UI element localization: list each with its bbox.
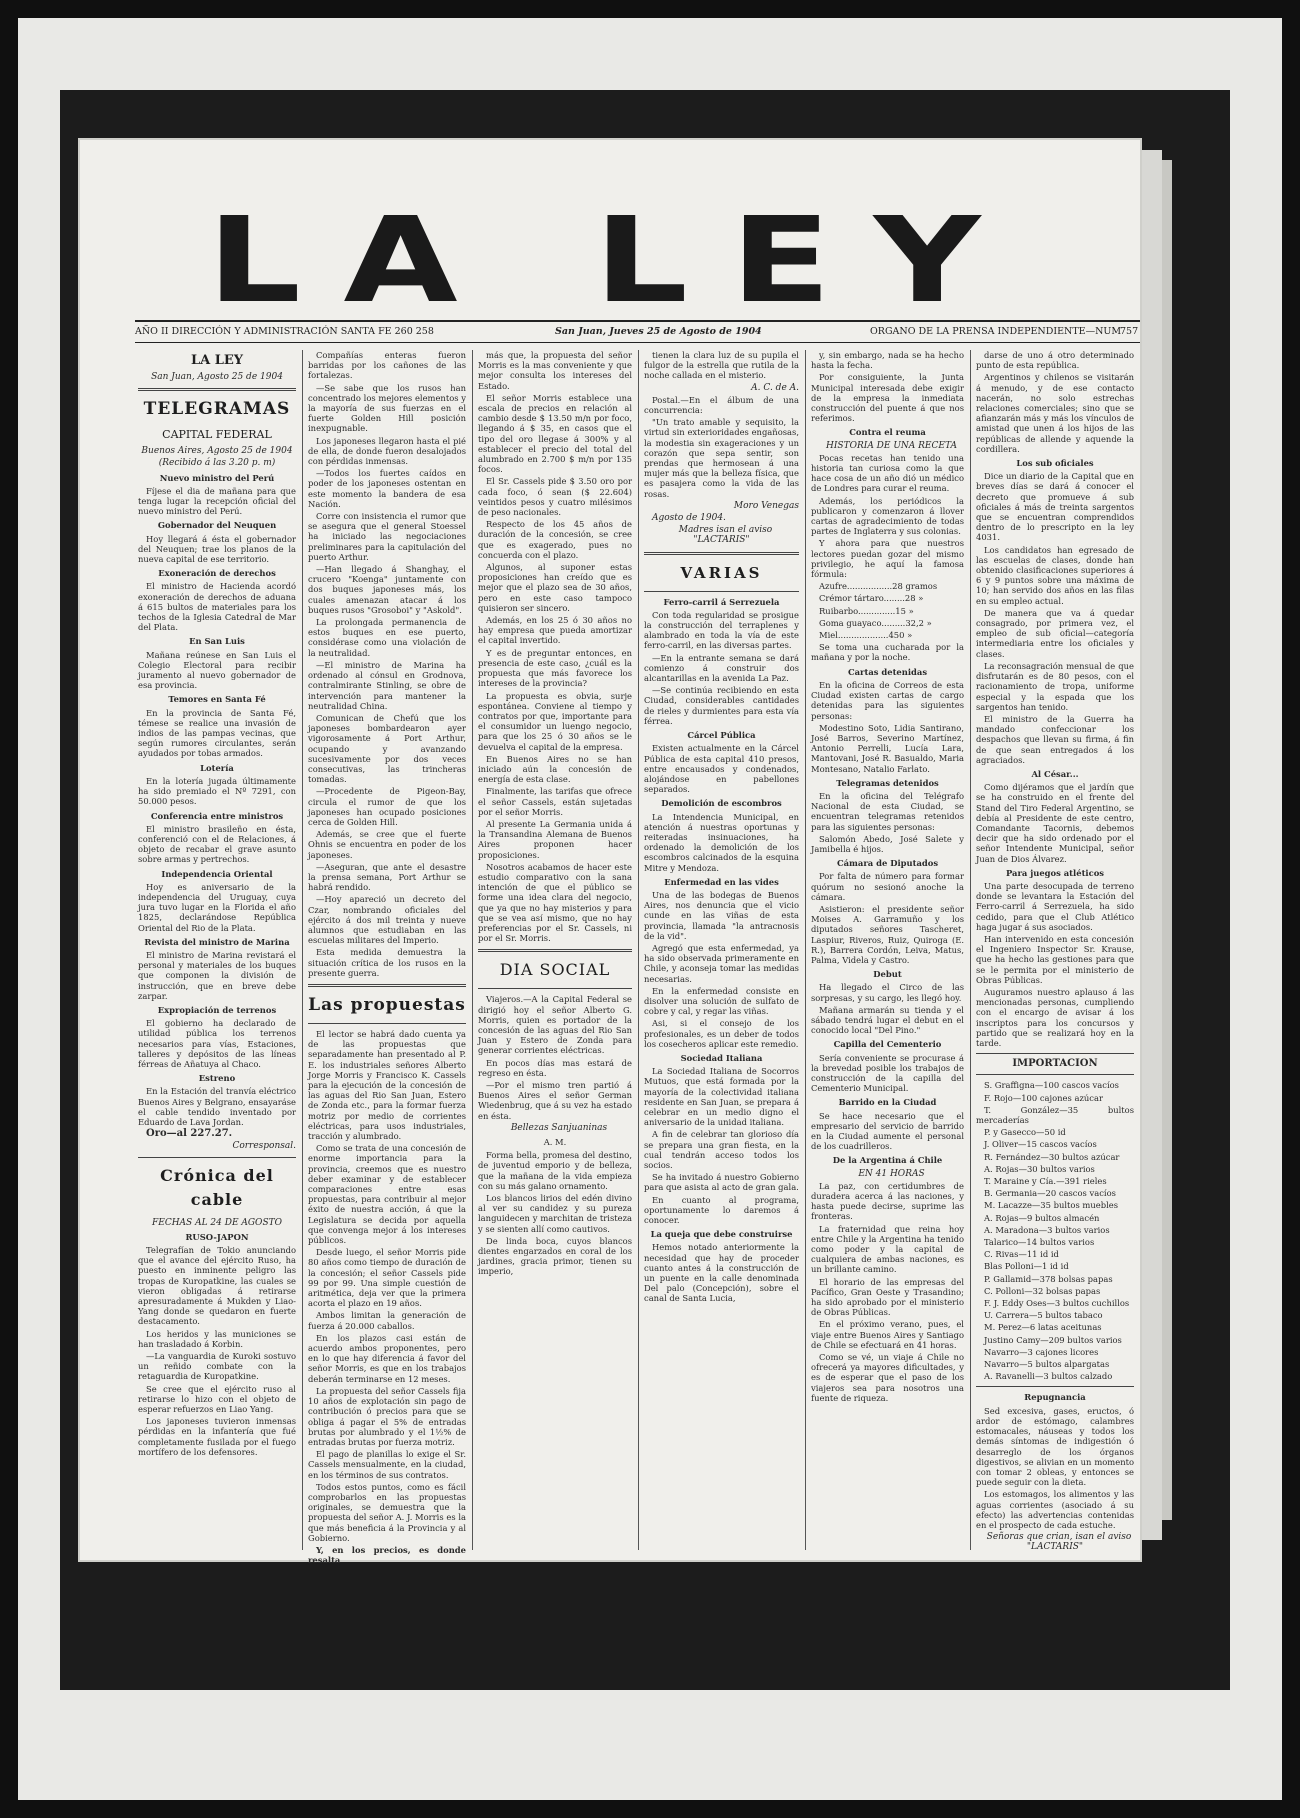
importacion-item: T. Maraine y Cía.—391 rieles	[984, 1176, 1107, 1187]
column-5	[811, 350, 964, 1550]
news-paragraph: El señor Morris establece una escala de precios en relación al cambio desde $ 13.50 m/n por foco, llegando á $ 35, en casos que el tipo del oro llegase á 300% y al establecer el precio del total del alumbrado en 2.700 $ m/n por 135 focos.	[478, 392, 632, 475]
news-paragraph: La Sociedad Italiana de Socorros Mutuos, que está formada por la mayoría de la colectividad italiana residente en San Juan, se prepara á celebrar en un medio digno el aniversario de la unidad italiana.	[644, 1066, 799, 1128]
telegram-place: Buenos Aires, Agosto 25 de 1904	[141, 446, 293, 457]
masthead-title: LA LEY	[206, 191, 1024, 329]
news-heading: De la Argentina á Chile	[832, 1155, 943, 1166]
news-paragraph: Comunican de Chefú que los japoneses bombardearon ayer vigorosamente á Port Arthur, ocupando y avanzando sucesivamente por dos veces consecutivas, las trincheras tomadas.	[308, 712, 466, 785]
news-paragraph: Mañana reúnese en San Luis el Colegio Electoral para recibir juramento al nuevo gobernador de esa provincia.	[138, 649, 296, 691]
news-heading: Los sub oficiales	[1016, 458, 1094, 469]
news-paragraph: Además, se cree que el fuerte Ohnis se encuentra en poder de los japoneses.	[308, 829, 466, 860]
news-paragraph: "Un trato amable y sequisito, la virtud sin exterioridades engañosas, la modestia sin exageraciones y un corazón que sepa sentir, son prendas que hermosean á una mujer más que la belleza física, que es pasajera como la vida de las rosas.	[644, 417, 799, 499]
news-paragraph: —La vanguardia de Kuroki sostuvo un reñido combate con la retaguardia de Kuropatkine.	[138, 1351, 296, 1382]
news-paragraph: La prolongada permanencia de estos buques en ese puerto, considérase como una violación de la neutralidad.	[308, 617, 466, 658]
news-heading: Para juegos atléticos	[1005, 867, 1105, 878]
news-paragraph: Agregó que esta enfermedad, ya ha sido observada primeramente en Chile, y aconseja tomar las medidas necesarias.	[644, 942, 799, 984]
news-paragraph: El pago de planillas lo exige el Sr. Cassels mensualmente, en la ciudad, en los términos de sus contratos.	[308, 1449, 466, 1480]
news-paragraph: En la provincia de Santa Fé, témese se realice una invasión de indios de las pampas vecinas, que según rumores circulantes, serán ayudados por tobas armados.	[138, 707, 296, 759]
news-heading: Debut	[873, 969, 902, 980]
news-paragraph: Nosotros acabamos de hacer este estudio comparativo con la sana intención de que el público se forme una idea clara del negocio, que ya que no hay misterios y para que se vea así mismo, que no hay preferencias por el Sr. Cassels, ni por el Sr. Morris.	[478, 861, 632, 944]
news-paragraph: Telegrafían de Tokio anunciando que el avance del ejército Ruso, ha puesto en inminente peligro las tropas de Kuropatkine, las cuales se vieron obligadas á retirarse apresuradamente á Mukden y Liao-Yang donde se quedaron en fuerte destacamento.	[138, 1245, 296, 1327]
news-heading: Capilla del Cementerio	[833, 1039, 942, 1050]
importacion-item: A. Rojas—9 bultos almacén	[984, 1212, 1100, 1223]
scan-border-bottom	[0, 1800, 1300, 1818]
importacion-item: F. Rojo—100 cajones azúcar	[984, 1092, 1103, 1103]
capital-federal-heading: CAPITAL FEDERAL	[162, 428, 272, 442]
page-stack-edge-2	[1162, 160, 1172, 1520]
column-4	[644, 350, 799, 1550]
recipe-line: Goma guayaco.........32,2 »	[819, 617, 932, 628]
propuestas-heading: Las propuestas	[308, 994, 466, 1015]
importacion-heading: IMPORTACION	[1012, 1058, 1098, 1070]
divider	[478, 988, 632, 989]
news-paragraph: En pocos días mas estará de regreso en ésta.	[478, 1057, 632, 1078]
news-heading: RUSO-JAPON	[185, 1231, 249, 1242]
news-paragraph: La paz, con certidumbres de duradera acerca á las naciones, y hasta puede decirse, suprime las fronteras.	[811, 1180, 964, 1222]
importacion-item: F. J. Eddy Oses—3 bultos cuchillos	[984, 1298, 1130, 1309]
news-paragraph: El gobierno ha declarado de utilidad pública los terrenos necesarios para vías, Estaciones, talleres y depósitos de las líneas férreas de Añatuya al Chaco.	[138, 1018, 296, 1069]
recipe-line: Miel...................450 »	[819, 630, 913, 641]
news-paragraph: Una parte desocupada de terreno donde se levantara la Estación del Ferro-carril á Serrezuela, ha sido cedido, para que el Club Atlético haga jugar á sus asociados.	[976, 880, 1134, 932]
poem-stanza: De linda boca, cuyos blancos dientes engarzados en coral de los jardines, gracia primor, tienen su imperio,	[478, 1235, 632, 1277]
news-paragraph: El ministro de Hacienda acordó exoneración de derechos de aduana á 615 bultos de materiales para los techos de la Iglesia Catedral de Mar del Plata.	[138, 581, 296, 633]
news-heading: Estreno	[198, 1073, 236, 1084]
importacion-list	[976, 1080, 1134, 1381]
divider	[138, 1157, 296, 1158]
importacion-item: A. Ravanelli—3 bultos calzado	[984, 1371, 1113, 1382]
importacion-item: A. Maradona—3 bultos varios	[984, 1224, 1110, 1235]
column-separator	[805, 350, 806, 1550]
news-paragraph: Se cree que el ejército ruso al retirarse lo hizo con el objeto de esperar refuerzos en Liao Yang.	[138, 1383, 296, 1415]
news-paragraph: En cuanto al programa, oportunamente lo daremos á conocer.	[644, 1194, 799, 1226]
divider	[308, 1023, 466, 1024]
news-paragraph: Asistieron: el presidente señor Moises A. Garramuño y los diputados señores Tascheret, Laspiur, Riveros, Ruiz, Quiroga (E. R.), Barrera Cordón, Leiva, Matus, Palma, Videla y Castro.	[811, 903, 964, 965]
info-number: 757	[1120, 326, 1139, 337]
news-heading: La queja que debe construirse	[650, 1229, 793, 1240]
news-paragraph: Todos estos puntos, como es fácil comprobarlos en las propuestas originales, se demuestra que la propuesta del señor A. J. Morris es la que más beneficia á la Provincia y al Gobierno.	[308, 1481, 466, 1543]
news-heading: Enfermedad en las vides	[664, 876, 779, 887]
news-paragraph: —Han llegado á Shanghay, el crucero "Koenga" juntamente con dos buques japoneses más, los cuales amenazan atacar á los buques rusos "Grosoboi" y "Askold".	[308, 564, 466, 615]
gold-rate: Oro—al 227.27.	[146, 1128, 233, 1140]
news-paragraph: Asi, si el consejo de los profesionales, es un deber de todos los cosecheros aplicar este remedio.	[644, 1018, 799, 1049]
importacion-item: B. Germania—20 cascos vacíos	[984, 1188, 1116, 1199]
news-heading: Gobernador del Neuquen	[157, 520, 277, 531]
news-paragraph: Los estomagos, los alimentos y las aguas corrientes (asociado á su efecto) las advertencias contenidas en el prospecto de cada estuche.	[976, 1489, 1134, 1530]
telegramas-heading: TELEGRAMAS	[143, 399, 291, 420]
news-paragraph: Corre con insistencia el rumor que se asegura que el general Stoessel ha iniciado las negociaciones preliminares para la capitulación del puerto Arthur.	[308, 511, 466, 562]
news-heading: En San Luis	[189, 636, 245, 647]
news-paragraph: Por falta de número para formar quórum no sesionó anoche la cámara.	[811, 871, 964, 902]
news-subheading: HISTORIA DE UNA RECETA	[826, 440, 957, 451]
news-paragraph: En la lotería jugada últimamente ha sido premiado el Nº 7291, con 50.000 pesos.	[138, 775, 296, 807]
news-heading: Conferencia entre ministros	[150, 810, 284, 821]
news-paragraph: Hemos notado anteriormente la necesidad que hay de proceder cuanto antes á la construcción de un puente en la calle denominada Del palo (Concepción), sobre el canal de Santa Lucia,	[644, 1242, 799, 1304]
news-heading: Lotería	[200, 762, 234, 773]
news-paragraph: Por consiguiente, la Junta Municipal interesada debe exigir de la empresa la inmediata construcción del puente á que nos referimos.	[811, 372, 964, 424]
news-heading: Independencia Oriental	[161, 868, 273, 879]
varias-heading: VARIAS	[680, 563, 763, 582]
importacion-item: M. Perez—6 latas aceitunas	[984, 1322, 1102, 1333]
poem-author: A. M.	[543, 1137, 567, 1148]
news-paragraph: Los heridos y las municiones se han trasladado á Korbin.	[138, 1328, 296, 1349]
lactaris-ad: Señoras que crian, isan el aviso "LACTARIS"	[986, 1532, 1132, 1553]
column-3	[478, 350, 632, 1550]
scan-border-left	[0, 0, 18, 1818]
postal-sign: Moro Venegas	[733, 500, 799, 511]
dia-social-heading: DIA SOCIAL	[499, 960, 611, 980]
news-heading: Barrido en la Ciudad	[838, 1097, 937, 1108]
column-separator	[302, 350, 303, 1550]
importacion-item: Justino Camy—209 bultos varios	[984, 1334, 1122, 1345]
divider	[138, 388, 296, 391]
news-paragraph: Además, los periódicos la publicaron y comenzaron á llover cartas de agradecimiento de todas partes de Inglaterra y sus colonias.	[811, 495, 964, 537]
news-heading: Expropiación de terrenos	[157, 1004, 277, 1015]
importacion-item: P. Gallamid—378 bolsas papas	[984, 1273, 1113, 1284]
news-paragraph: —Todos los fuertes caídos en poder de los japoneses ostentan en este momento la bandera de esa Nación.	[308, 468, 466, 509]
importacion-item: C. Polloni—32 bolsas papas	[984, 1285, 1101, 1296]
divider	[308, 984, 466, 987]
poem-stanza: tienen la clara luz de su pupila el fulgor de la estrella que rutila de la noche callada en el misterio.	[644, 350, 799, 381]
newspaper-page	[80, 140, 1140, 1566]
info-left: AÑO II DIRECCIÓN Y ADMINISTRACIÓN SANTA FE 260 258	[135, 326, 434, 337]
news-paragraph: Respecto de los 45 años de duración de la concesión, se cree que es exagerado, pues no concuerda con el plazo.	[478, 519, 632, 560]
news-heading: Al César...	[1031, 768, 1079, 779]
importacion-item: C. Rivas—11 id id	[984, 1249, 1059, 1260]
news-paragraph: Como se trata de una concesión de enorme importancia para la provincia, creemos que es nuestro deber examinar y de establecer comparaciones entre esas propuestas, para contribuir al mejor éxito de nuestra acción, á que la Legislatura se decida por aquella que convenga mejor á los intereses públicos.	[308, 1143, 466, 1246]
news-paragraph: Ambos limitan la generación de fuerza á 20.000 caballos.	[308, 1310, 466, 1331]
news-paragraph: Algunos, al suponer estas proposiciones han creído que es mejor que el plazo sea de 30 años, pero en este caso tampoco quisieron ser sincero.	[478, 562, 632, 613]
importacion-item: A. Rojas—30 bultos varios	[984, 1163, 1095, 1174]
news-paragraph: —Procedente de Pigeon-Bay, circula el rumor de que los japoneses han ocupado posiciones cerca de Golden Hill.	[308, 786, 466, 827]
news-paragraph: Hoy llegará á ésta el gobernador del Neuquen; trae los planos de la nueva capital de ese territorio.	[138, 533, 296, 565]
news-paragraph: A fin de celebrar tan glorioso día se prepara una gran fiesta, en la cual tendrán acceso todos los socios.	[644, 1129, 799, 1171]
news-paragraph: Postal.—En el álbum de una concurrencia:	[644, 394, 799, 416]
importacion-item: M. Lacazze—35 bultos muebles	[984, 1200, 1118, 1211]
news-paragraph: Existen actualmente en la Cárcel Pública de esta capital 410 presos, entre encausados y condenados, alojándose en pabellones separados.	[644, 743, 799, 795]
news-paragraph: Como dijéramos que el jardín que se ha construido en el frente del Stand del Tiro Federal Argentino, se debía al Presidente de este centro, Comandante Tacornis, debemos decir que ha sido ordenado por el señor Intendente Municipal, señor Juan de Dios Álvarez.	[976, 782, 1134, 864]
news-paragraph: —Aseguran, que ante el desastre la prensa semana, Port Arthur se habrá rendido.	[308, 861, 466, 893]
cronica-dates: FECHAS AL 24 DE AGOSTO	[152, 1217, 282, 1228]
news-paragraph: Al presente La Germania unida á la Transandina Alemana de Buenos Aires proponen hacer proposiciones.	[478, 818, 632, 860]
news-paragraph: —En la entrante semana se dará comienzo á construir dos alcantarillas en la avenida La Paz.	[644, 652, 799, 684]
importacion-item: J. Oliver—15 cascos vacíos	[984, 1139, 1097, 1150]
news-paragraph: Auguramos nuestro aplauso á las mencionadas personas, cumpliendo con el encargo de avisar á los inscriptos para los concursos y partido que se realizará hoy en la tarde.	[976, 986, 1134, 1048]
news-paragraph: Los japoneses tuvieron inmensas pérdidas en la infantería que fué completamente fusilada por el fuego mortífero de los defensores.	[138, 1416, 296, 1457]
news-heading: Telegramas detenidos	[836, 777, 939, 788]
news-heading: Contra el reuma	[849, 427, 926, 438]
news-paragraph: En el próximo verano, pues, el viaje entre Buenos Aires y Santiago de Chile se efectuará en 41 horas.	[811, 1319, 964, 1350]
news-paragraph: —Se sabe que los rusos han concentrado los mejores elementos y la mayoría de sus fuerzas en el fuerte Golden Hill posición inexpugnable.	[308, 382, 466, 434]
news-heading: Sociedad Italiana	[680, 1052, 763, 1063]
news-paragraph: Compañías enteras fueron barridas por los cañones de las fortalezas.	[308, 350, 466, 381]
news-heading: Temores en Santa Fé	[168, 694, 266, 705]
news-paragraph: Los japoneses llegaron hasta el pié de ella, de donde fueron desalojados con pérdidas inmensas.	[308, 435, 466, 467]
column-6	[976, 350, 1134, 1553]
news-paragraph: Con toda regularidad se prosigue la construcción del terraplenes y alambrado en toda la vía de este ferro-carril, en las diversas partes.	[644, 609, 799, 651]
news-paragraph: Dice un diario de la Capital que en breves días se dará á conocer el decreto que promueve á sub oficiales á más de treinta sargentos que se encuentran comprendidos dentro de lo prescripto en la ley 4031.	[976, 471, 1134, 543]
news-paragraph: darse de uno á otro determinado punto de esta república.	[976, 350, 1134, 371]
importacion-item: U. Carrera—5 bultos tabaco	[984, 1310, 1103, 1321]
news-paragraph: Y ahora para que nuestros lectores puedan gozar del mismo privilegio, he aquí la famosa fórmula:	[811, 538, 964, 580]
info-right: ORGANO DE LA PRENSA INDEPENDIENTE—NUM	[870, 326, 1122, 337]
news-heading: Ferro-carril á Serrezuela	[663, 596, 780, 607]
news-paragraph: Sería conveniente se procurase á la brevedad posible los trabajos de construcción de la capilla del Cementerio Municipal.	[811, 1052, 964, 1094]
bellezas-heading: Bellezas Sanjuaninas	[510, 1122, 608, 1133]
importacion-item: Navarro—5 bultos alpargatas	[984, 1359, 1110, 1370]
news-paragraph: Y es de preguntar entonces, en presencia de este caso, ¿cuál es la propuesta que más favorece los intereses de la provincia?	[478, 647, 632, 689]
news-paragraph: Modestino Soto, Lidia Santirano, José Barros, Severino Martínez, Antonio Perrelli, Lucía Lara, Mantovani, José R. Basualdo, Maria Montesano, Natalio Farlato.	[811, 722, 964, 774]
news-paragraph: Los candidatos han egresado de las escuelas de clases, donde han obtenido clasificaciones superiores á 6 y 9 puntos sobre una máxima de 10; han servido dos años en las filas en su empleo actual.	[976, 544, 1134, 606]
page-stack-edge	[1140, 150, 1162, 1540]
news-paragraph: —Hoy apareció un decreto del Czar, nombrando oficiales del ejército á dos mil treinta y nueve alumnos que estudiaban en las escuelas militares del Imperio.	[308, 894, 466, 946]
news-paragraph: Ha llegado el Circo de las sorpresas, y su cargo, les llegó hoy.	[811, 982, 964, 1003]
column-separator	[970, 350, 971, 1550]
news-paragraph: Además, en los 25 ó 30 años no hay empresa que pueda amortizar el capital invertido.	[478, 615, 632, 646]
news-paragraph: Salomón Abedo, José Salete y Jamibella é hijos.	[811, 833, 964, 854]
news-paragraph: y, sin embargo, nada se ha hecho hasta la fecha.	[811, 350, 964, 371]
news-paragraph: Se hace necesario que el empresario del servicio de barrido en la Ciudad aumente el personal de los cuadrilleros.	[811, 1110, 964, 1152]
news-paragraph: Desde luego, el señor Morris pide 80 años como tiempo de duración de la concesión; el señor Cassels pide 99 por 99. Una simple cuestión de aritmética, deja ver que la primera acorta el plazo en 19 años.	[308, 1247, 466, 1309]
news-paragraph: La fraternidad que reina hoy entre Chile y la Argentina ha tenido como poder y la capital de cualquiera de ambas naciones, es un brillante camino.	[811, 1223, 964, 1275]
poem-sign: A. C. de A.	[751, 382, 799, 393]
divider	[644, 552, 799, 555]
news-heading: Repugnancia	[1024, 1392, 1086, 1403]
importacion-item: P. y Gasecco—50 id	[984, 1127, 1066, 1138]
info-line	[135, 324, 1140, 342]
news-paragraph: Argentinos y chilenos se visitarán á menudo, y de ese contacto nacerán, no solo estrechas relaciones comerciales; sino que se afianzarán más y más los vínculos de amistad que unen á los hijos de las repúblicas de allende y aquende la cordillera.	[976, 372, 1134, 454]
news-paragraph: más que, la propuesta del señor Morris es la mas conveniente y que mejor consulta los intereses del Estado.	[478, 350, 632, 391]
importacion-item: T. González—35 bultos mercaderías	[976, 1104, 1134, 1126]
recipe-line: Ruibarbo..............15 »	[819, 605, 914, 616]
masthead-rule-bottom	[135, 342, 1140, 343]
news-paragraph: En la oficina de Correos de esta Ciudad existen cartas de cargo detenidas para las siguientes personas:	[811, 679, 964, 721]
divider	[976, 1386, 1134, 1387]
news-paragraph: En la oficina del Telégrafo Nacional de esta Ciudad, se encuentran telegramas retenidos para las siguientes personas:	[811, 790, 964, 832]
poem-stanza: Forma bella, promesa del destino, de juventud emporio y de belleza, que la mañana de la vida empieza con su más galano ornamento.	[478, 1150, 632, 1191]
news-paragraph: Esta medida demuestra la situación crítica de los rusos en la presente guerra.	[308, 947, 466, 978]
news-heading: Exoneración de derechos	[158, 568, 276, 579]
divider	[644, 591, 799, 592]
column-separator	[638, 350, 639, 1550]
news-paragraph: El lector se habrá dado cuenta ya de las propuestas que separadamente han presentado al P. E. los industriales señores Alberto Jorge Morris y Francisco K. Cassels para la ejecución de la concesión de las aguas del Rio San Juan, Estero de Zonda etc., para la formar fuerza motriz por medio de corrientes eléctricas, para usos industriales, tracción y alumbrado.	[308, 1028, 466, 1142]
masthead-rule-top	[135, 320, 1140, 322]
poem-stanza: Los blancos lirios del edén divino al ver su candidez y su pureza languidecen y marchitan de tristeza y se sienten allí como cautivos.	[478, 1193, 632, 1234]
news-paragraph: El ministro de Marina revistará el personal y materiales de los buques que componen la división de instrucción, que en breve debe zarpar.	[138, 949, 296, 1001]
cronica-heading: Crónica del cable	[160, 1165, 274, 1209]
news-paragraph: —Se continúa recibiendo en esta Ciudad, considerables cantidades de rieles y durmientes para esta vía férrea.	[644, 685, 799, 726]
news-heading: Cartas detenidas	[847, 666, 928, 677]
news-heading: Cámara de Diputados	[836, 858, 939, 869]
news-paragraph: Fíjese el dia de mañana para que tenga lugar la recepción oficial del nuevo ministro del Perú.	[138, 485, 296, 517]
news-paragraph: Hoy es aniversario de la independencia del Uruguay, cuya jura tuvo lugar en la Florida el año 1825, declarándose República Oriental del Rio de la Plata.	[138, 881, 296, 933]
news-paragraph: Viajeros.—A la Capital Federal se dirigió hoy el señor Alberto G. Morris, quien es portador de la concesión de las aguas del Rio San Juan y Estero de Zonda para generar corrientes eléctricas.	[478, 994, 632, 1056]
news-paragraph: Finalmente, las tarifas que ofrece el señor Cassels, están sujetadas por el señor Morris.	[478, 786, 632, 817]
scan-border-right	[1282, 0, 1300, 1818]
news-paragraph: Como se vé, un viaje á Chile no ofrecerá ya mayores dificultades, y es de esperar que el paso de los viajeros sea para nosotros una fuente de riqueza.	[811, 1352, 964, 1403]
news-paragraph: En Buenos Aires no se han iniciado aún la concesión de energía de esta clase.	[478, 753, 632, 785]
news-paragraph: Se toma una cucharada por la mañana y por la noche.	[811, 642, 964, 663]
importacion-item: R. Fernández—30 bultos azúcar	[984, 1151, 1120, 1162]
importacion-item: Talarico—14 bultos varios	[984, 1237, 1095, 1248]
news-paragraph: De manera que va á quedar consagrado, por primera vez, el empleo de sub oficial—categoría intermediaria entre los oficiales y clases.	[976, 607, 1134, 659]
news-paragraph: Y, en los precios, es donde resalta	[308, 1544, 466, 1566]
news-heading: Demolición de escombros	[661, 798, 782, 809]
column-1	[138, 350, 296, 1550]
news-heading: Cárcel Pública	[687, 730, 756, 741]
column-2	[308, 350, 466, 1566]
scan-border-top	[0, 0, 1300, 18]
news-paragraph: —Por el mismo tren partió á Buenos Aires el señor German Wiedenbrug, que á su vez ha estado en ésta.	[478, 1080, 632, 1121]
news-paragraph: El horario de las empresas del Pacífico, Gran Oeste y Trasandino; ha sido aprobado por el ministerio de Obras Públicas.	[811, 1276, 964, 1318]
news-paragraph: —El ministro de Marina ha ordenado al cónsul en Grodnova, contralmirante Stinling, se obre de intervención para mantener la neutralidad China.	[308, 659, 466, 711]
news-paragraph: La Intendencia Municipal, en atención á nuestras oportunas y reiteradas insinuaciones, ha ordenado la demolición de los escombros calcinados de la esquina Mitre y Mendoza.	[644, 811, 799, 873]
news-paragraph: La propuesta es obvia, surje espontánea. Conviene al tiempo y contratos por que, importante para el consumidor un luengo negocio, para que los 25 ó 30 años se le devuelva el capital de la empresa.	[478, 690, 632, 752]
news-heading: Nuevo ministro del Perú	[159, 472, 275, 483]
lactaris-ad: Madres isan el aviso "LACTARIS"	[678, 525, 773, 546]
postal-date: Agosto de 1904.	[652, 513, 726, 524]
news-paragraph: Una de las bodegas de Buenos Aires, nos denuncia que el vicio cunde en las viñas de esta provincia, llamada "la antracnosis de la vid".	[644, 889, 799, 941]
divider	[976, 1074, 1134, 1075]
news-paragraph: En la Estación del tranvía eléctrico Buenos Aires y Belgrano, ensayaráse el cable tendido inventado por Eduardo de Lava Jordan.	[138, 1086, 296, 1127]
news-paragraph: Mañana armarán su tienda y el sábado tendrá lugar el debut en el conocido local "Del Pino."	[811, 1004, 964, 1036]
importacion-item: Blas Polloni—1 id id	[984, 1261, 1069, 1272]
recipe-line: Azufre.................28 gramos	[819, 581, 938, 592]
telegram-received: (Recibido á las 3.20 p. m)	[158, 458, 276, 469]
divider	[976, 1053, 1134, 1054]
col1-dateline: San Juan, Agosto 25 de 1904	[151, 372, 283, 382]
correspondent-sign: Corresponsal.	[232, 1141, 296, 1152]
news-paragraph: La propuesta del señor Cassels fija 10 años de explotación sin pago de contribución ó precios para que se obliga á pagar el 5% de entradas brutas por alumbrado y el 1½% de entradas brutas por fuerza motriz.	[308, 1385, 466, 1447]
col1-title: LA LEY	[190, 353, 244, 368]
news-paragraph: Sed excesiva, gases, eructos, ó ardor de estómago, calambres estomacales, náuseas y todos los demás síntomas de indigestión ó desarreglo de los órganos digestivos, se alivian en un momento con tomar 2 obleas, y entonces se puede seguir con la dieta.	[976, 1405, 1134, 1488]
importacion-item: Navarro—3 cajones licores	[984, 1346, 1099, 1357]
news-paragraph: Pocas recetas han tenido una historia tan curiosa como la que hace cosa de un año dió un médico de Londres para curar el reuma.	[811, 452, 964, 494]
news-paragraph: En los plazos casi están de acuerdo ambos proponentes, pero en lo que hay diferencia á favor del señor Morris, es que en los trabajos deberán terminarse en 12 meses.	[308, 1332, 466, 1384]
info-date: San Juan, Jueves 25 de Agosto de 1904	[555, 326, 762, 337]
recipe-line: Crémor tártaro........28 »	[819, 593, 924, 604]
news-paragraph: La reconsagración mensual de que disfrutarán es de 80 pesos, con el racionamiento de tropa, uniforme especial y la espada que los sargentos han tenido.	[976, 660, 1134, 712]
divider	[478, 949, 632, 952]
news-paragraph: Han intervenido en esta concesión el Ingeniero Inspector Sr. Krause, que ha hecho las gestiones para que se le permita por el ministerio de Obras Públicas.	[976, 933, 1134, 985]
news-paragraph: En la enfermedad consiste en disolver una solución de sulfato de cobre y cal, y regar las viñas.	[644, 985, 799, 1017]
news-paragraph: El ministro de la Guerra ha mandado confeccionar los despachos que llevan su firma, á fin de que sean entregados á los agraciados.	[976, 713, 1134, 765]
news-paragraph: Se ha invitado á nuestro Gobierno para que asista al acto de gran gala.	[644, 1172, 799, 1193]
news-paragraph: El ministro brasileño en ésta, conferenció con el de Relaciones, á objeto de recabar el grave asunto sobre armas y pertrechos.	[138, 823, 296, 865]
news-heading: Revista del ministro de Marina	[144, 936, 290, 947]
news-subheading: EN 41 HORAS	[858, 1168, 925, 1179]
news-paragraph: El Sr. Cassels pide $ 3.50 oro por cada foco, ó sean ($ 22.604) veintidos pesos y cuatro milésimos de peso nacionales.	[478, 476, 632, 518]
column-separator	[472, 350, 473, 1550]
importacion-item: S. Graffigna—100 cascos vacíos	[984, 1080, 1119, 1091]
